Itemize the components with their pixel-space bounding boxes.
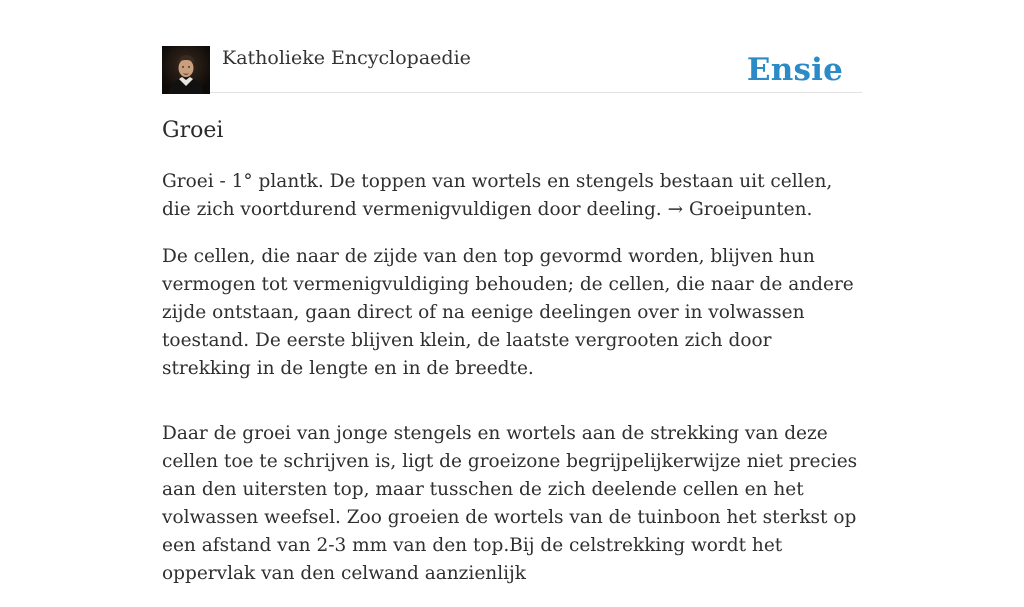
article-paragraph: De cellen, die naar de zijde van den top gevormd worden, blijven hun vermogen tot vermenigvuldiging behouden; de cellen, die naar de andere zijde ontstaan, gaan direct of na eenige deelingen over in volwassen toestand. De eerste blijven klein, de laatste vergrooten zich door strekking in de lengte en in de breedte. bbox=[162, 246, 854, 379]
article-body bbox=[162, 168, 862, 607]
article-paragraph: Daar de groei van jonge stengels en wortels aan de strekking van deze cellen toe te schrijven is, ligt de groeizone begrijpelijkerwijze niet precies aan den uitersten top, maar tusschen de zich deelende cellen en het volwassen weefsel. Zoo groeien de wortels van de tuinboon het sterkst op een afstand van 2-3 mm van den top.Bij de celstrekking wordt het oppervlak van den celwand aanzienlijk bbox=[162, 423, 858, 584]
page-title: Groei bbox=[162, 118, 224, 143]
portrait-avatar-icon[interactable] bbox=[162, 46, 210, 94]
brand-logo[interactable]: Ensie bbox=[746, 52, 843, 88]
site-header bbox=[162, 46, 862, 93]
article-paragraph: Groei - 1° plantk. De toppen van wortels en stengels bestaan uit cellen, die zich voortdurend vermenigvuldigen door deeling. → Groeipunten. bbox=[162, 171, 833, 220]
site-title[interactable]: Katholieke Encyclopaedie bbox=[222, 47, 471, 69]
portrait-image bbox=[162, 46, 210, 94]
